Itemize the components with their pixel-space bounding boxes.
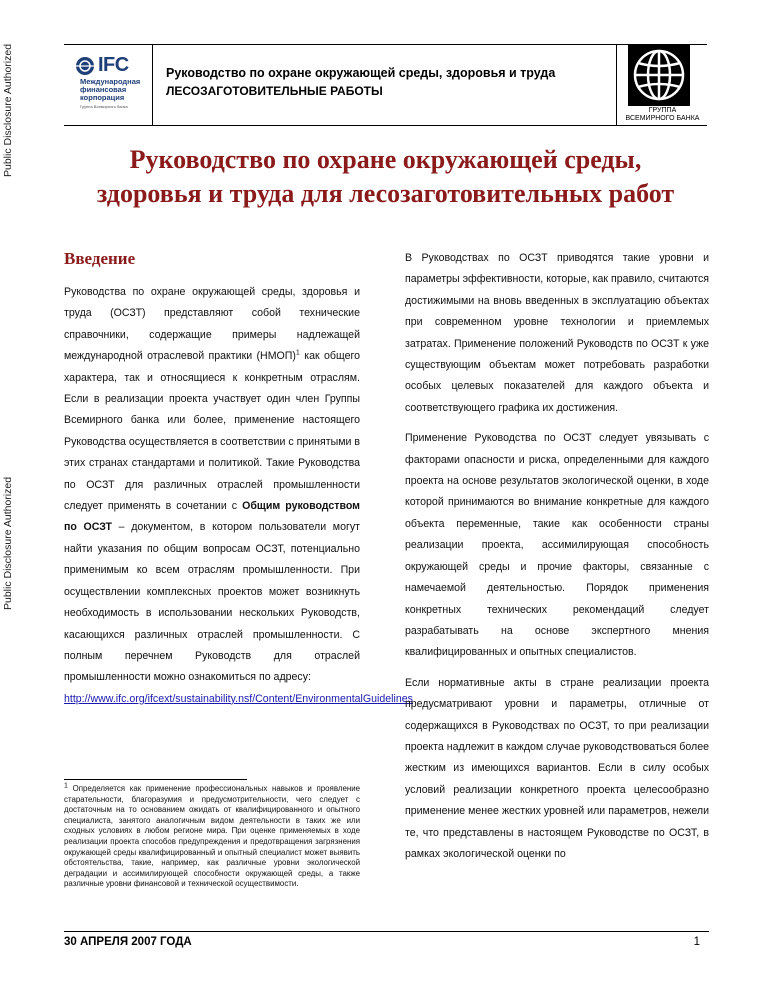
ifc-logo-text: IFC	[98, 54, 129, 76]
paragraph: Если нормативные акты в стране реализации проекта предусматривают уровни и параметры, отличные от содержащихся в Руководствах по ОСЗТ, то при реализации проекта надлежит в каждом случае руководствоваться более жестким из имеющихся вариантов. Если в силу особых условий реализации конкретного проекта целесообразно применение менее жестких уровней или параметров, нежели те, что представлены в настоящем Руководстве по ОСЗТ, в рамках экологической оценки по	[405, 676, 709, 860]
disclosure-side-label: Public Disclosure Authorized	[2, 476, 14, 610]
paragraph: Применение Руководства по ОСЗТ следует увязывать с факторами опасности и риска, определенными для каждого проекта на основе результатов экологической оценки, в ходе которой принимаются во внимание конкретные для каждого объекта переменные, такие как особенности страны реализации проекта, ассимилирующая способность окружающей среды и прочие факторы, связанные с намечаемой деятельностью. Порядок применения конкретных технических рекомендаций следует разрабатывать на основе экспертного мнения квалифицированных и опытных специалистов.	[405, 432, 709, 659]
left-column	[64, 282, 413, 710]
intro-paragraph: Руководства по охране окружающей среды, здоровья и труда (ОСЗТ) представляют собой технические справочники, содержащие примеры надлежащей международной отраслевой практики (НМОП)$^1$ как общего характера, так и относящиеся к конкретным отраслям. Если в реализации проекта участвует один член Группы Всемирного банка или более, применение настоящего Руководства осуществляется в соответствии с принятыми в этих странах стандартами и политикой. Такие Руководства по ОСЗТ для различных отраслей промышленности следует применять в сочетании с Общим руководством по ОСЗТ – документом, в котором пользователи могут найти указания по общим вопросам ОСЗТ, потенциально применимым ко всем отраслям промышленности. При осуществлении комплексных проектов может возникнуть необходимость в использовании нескольких Руководств, касающихся различных отраслей промышленности. С полным перечнем Руководств для отраслей промышленности можно ознакомиться по адресу: http://www.ifc.org/ifcext/sustainability.nsf/Content/EnvironmentalGuidelines	[64, 286, 413, 705]
section-heading-introduction: Введение	[64, 249, 136, 268]
header-bottom-rule	[64, 125, 707, 126]
header-divider	[152, 44, 153, 126]
footer-rule	[64, 931, 709, 932]
world-bank-logo	[616, 44, 708, 126]
guidelines-link[interactable]: http://www.ifc.org/ifcext/sustainability.nsf/Content/EnvironmentalGuidelines	[64, 692, 413, 705]
world-bank-caption: ГРУППА ВСЕМИРНОГО БАНКА	[625, 107, 700, 122]
document-title: Руководство по охране окружающей среды, здоровья и труда для лесозаготовительных работ	[96, 145, 675, 208]
page-header	[64, 44, 707, 126]
footnote: $^1$ Определяется как применение профессиональных навыков и проявление старательности, благоразумия и предусмотрительности, чего следует с достаточным на то основанием ожидать от квалифицированного и опытного специалиста, занятого аналогичным видом деятельности в таких же или сходных условиях в любом регионе мира. При оценке применяемых в ходе реализации проекта способов предупреждения и предотвращения загрязнения окружающей среды квалифицированный и опытный специалист может выявить обстоятельства, такие, например, как различные уровни экологической деградации и ассимилирующей способности окружающей среды, а также различные уровни финансовой и технической осуществимости.	[64, 782, 360, 889]
footer-date: 30 АПРЕЛЯ 2007 ГОДА	[64, 936, 192, 948]
footnote-rule	[64, 779, 247, 780]
ifc-globe-icon	[74, 56, 96, 76]
ifc-logo-subtitle: Международная финансовая корпорация	[80, 77, 141, 102]
header-subtitle: ЛЕСОЗАГОТОВИТЕЛЬНЫЕ РАБОТЫ	[166, 84, 383, 98]
globe-icon	[628, 44, 690, 106]
paragraph: В Руководствах по ОСЗТ приводятся такие уровни и параметры эффективности, которые, как правило, считаются достижимыми на вновь введенных в эксплуатацию объектах при современном уровне технологии и приемлемых затратах. Применение положений Руководств по ОСЗТ к уже существующим объектам может потребовать разработки особых целевых показателей для каждого объекта и соответствующего графика их достижения.	[405, 252, 709, 414]
header-top-rule	[64, 44, 707, 45]
page-number: 1	[693, 936, 700, 948]
world-bank-emblem	[628, 44, 690, 106]
ifc-logo	[70, 52, 152, 112]
right-column	[405, 248, 709, 865]
disclosure-side-label: Public Disclosure Authorized	[2, 43, 14, 177]
header-title: Руководство по охране окружающей среды, здоровья и труда	[166, 66, 556, 80]
ifc-logo-tagline: Группа Всемирного банка	[80, 104, 128, 109]
